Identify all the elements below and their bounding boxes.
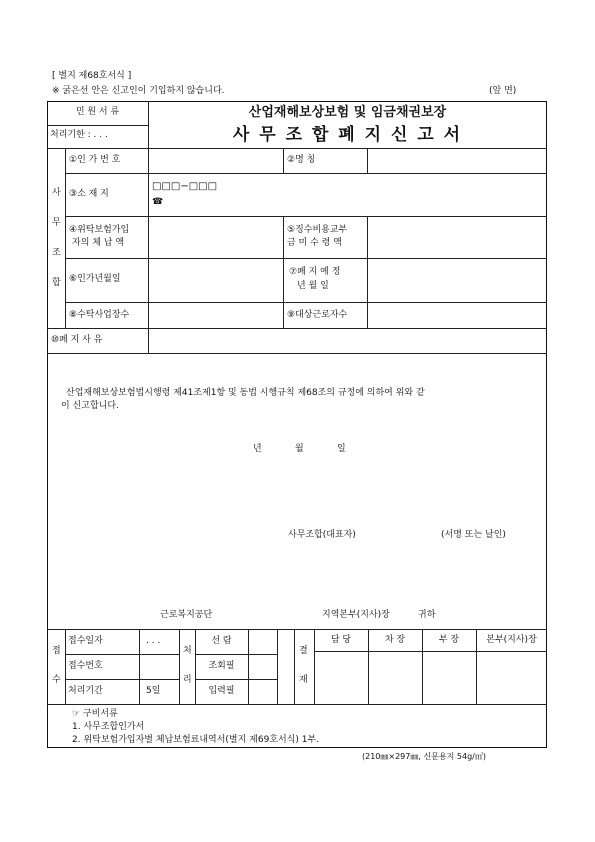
closure-date-label-l2: 년 월 일 (297, 281, 329, 291)
process-label-1: 처 (183, 646, 192, 656)
deadline-label: 처리기한 : . . . (50, 130, 108, 140)
approval-label-2: 재 (299, 675, 308, 685)
unpaid-fee-label-l2: 금 미 수 령 액 (287, 238, 342, 248)
section-label-3: 조 (52, 248, 61, 258)
signature-label: (서명 또는 날인) (441, 530, 506, 540)
input-done-label: 입력필 (208, 686, 235, 696)
review-label: 선 람 (211, 636, 232, 646)
required-doc-1: 1. 사무조합인가서 (72, 722, 145, 732)
unpaid-fee-label-l1: ⑤징수비용교부 (287, 225, 348, 235)
processing-period-value: 5일 (146, 686, 161, 696)
required-docs-heading: ☞ 구비서류 (72, 709, 118, 719)
arrears-label-l2: 자의 체 납 액 (72, 238, 125, 248)
date-year: 년 (253, 444, 262, 454)
inquiry-done-label: 조회필 (208, 661, 235, 671)
closure-date-label-l1: ⑦폐 지 예 정 (289, 267, 341, 277)
form-title-top: 산업재해보상보험 및 임금채권보장 (248, 105, 447, 120)
arrears-label-l1: ④위탁보험가입 (69, 225, 130, 235)
agency-name: 근로복지공단 (160, 610, 213, 620)
statement-line-2: 이 신고합니다. (61, 401, 119, 411)
section-label-1: 사 (52, 188, 61, 198)
branch-head: 지역본부(지사)장 (322, 610, 390, 620)
phone-icon: ☎ (152, 197, 164, 207)
civil-docs-label: 민 원 서 류 (75, 107, 120, 117)
postal-code-boxes: □□□−□□□ (152, 181, 218, 192)
date-day: 일 (337, 444, 346, 454)
process-label-2: 리 (183, 675, 192, 685)
processing-period-label: 처리기간 (68, 686, 103, 696)
manager-label: 부 장 (438, 635, 460, 645)
license-number-label: ①인 가 번 호 (69, 155, 121, 165)
receipt-number-label: 접수번호 (68, 661, 103, 671)
section-label-4: 합 (52, 278, 61, 288)
instruction-note: ※ 굵은선 안은 신고인이 기입하지 않습니다. (52, 86, 225, 96)
reception-label-2: 수 (52, 675, 61, 685)
target-workers-label: ⑨대상근로자수 (287, 310, 348, 320)
location-label: ③소 재 지 (69, 189, 109, 199)
receipt-date-label: 접수일자 (68, 636, 103, 646)
applicant-label: 사무조합(대표자) (288, 530, 356, 540)
form-number: [ 별지 제68호서식 ] (52, 71, 132, 81)
paper-spec: (210㎜×297㎜, 신문용지 54g/㎡) (362, 752, 486, 761)
deputy-manager-label: 차 장 (384, 635, 406, 645)
closure-reason-label: ⑩폐 지 사 유 (51, 335, 103, 345)
approval-label-1: 결 (299, 646, 308, 656)
entrusted-sites-label: ⑧수탁사업장수 (69, 310, 130, 320)
page-side-label: (앞 면) (489, 86, 517, 96)
required-doc-2: 2. 위탁보험가입자별 체납보험료내역서(별지 제69호서식) 1부. (72, 735, 320, 745)
name-label: ②명 칭 (287, 155, 316, 165)
date-month: 월 (295, 444, 304, 454)
form-title-main: 사 무 조 합 폐 지 신 고 서 (232, 125, 463, 145)
branch-head-label: 본부(지사)장 (486, 635, 537, 645)
reception-label-1: 접 (52, 646, 61, 656)
statement-line-1: 산업재해보상보험법시행령 제41조제1항 및 동법 시행규칙 제68조의 규정에 의하여 위와 같 (66, 388, 425, 398)
receipt-date-value: . . . (146, 636, 161, 646)
section-label-2: 무 (52, 218, 61, 228)
officer-label: 담 당 (330, 635, 352, 645)
honorific: 귀하 (418, 610, 436, 620)
approval-date-label: ⑥인가년월일 (69, 274, 121, 284)
